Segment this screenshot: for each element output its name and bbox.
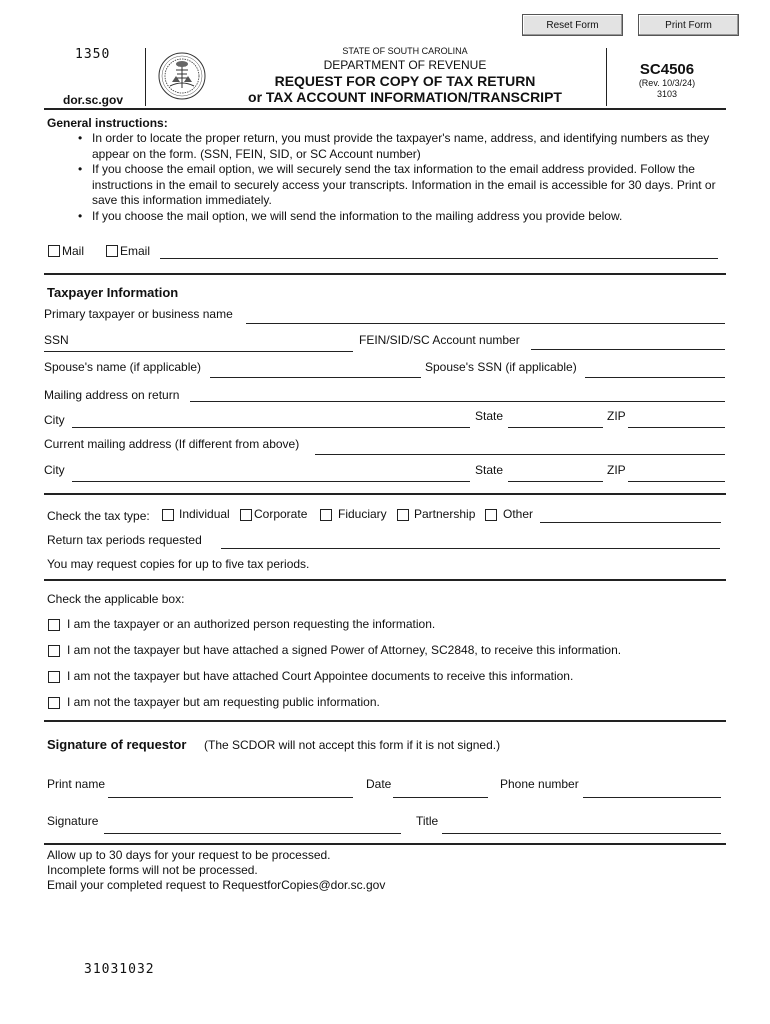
form-code-1350: 1350 — [75, 47, 111, 62]
section-rule — [44, 720, 726, 722]
email-label: Email — [120, 244, 151, 258]
general-instructions-list — [78, 131, 728, 224]
state2-label: State — [475, 463, 504, 477]
city-input[interactable] — [72, 427, 470, 428]
footer-notes — [47, 848, 385, 893]
primary-name-label: Primary taxpayer or business name — [44, 307, 233, 321]
form-number: SC4506 — [639, 61, 695, 78]
fein-label: FEIN/SID/SC Account number — [359, 333, 520, 347]
zip2-input[interactable] — [628, 481, 725, 482]
form-title-line1: REQUEST FOR COPY OF TAX RETURN — [274, 73, 536, 89]
partnership-label: Partnership — [414, 507, 476, 521]
spouse-name-input[interactable] — [210, 377, 421, 378]
instruction-bullet: • If you choose the mail option, we will send the information to the mailing address you provide below. — [78, 209, 728, 225]
public-information-label: I am not the taxpayer but am requesting public information. — [67, 695, 380, 709]
state-label: STATE OF SOUTH CAROLINA — [342, 46, 468, 56]
mailing-address-input[interactable] — [190, 401, 725, 402]
tax-type-label: Check the tax type: — [47, 509, 150, 523]
other-tax-type-input[interactable] — [540, 522, 721, 523]
instruction-bullet: • If you choose the email option, we will securely send the tax information to the email address provided. Follow the instructions in the email to securely access your transcripts. Information in the email is accessible for 30 days. Print or save this information immediately. — [78, 162, 728, 209]
spouse-name-label: Spouse's name (if applicable) — [44, 360, 202, 374]
primary-name-input[interactable] — [246, 323, 725, 324]
form-revision: (Rev. 10/3/24) — [638, 78, 696, 88]
current-address-label: Current mailing address (If different from above) — [44, 437, 300, 451]
print-name-label: Print name — [47, 777, 106, 791]
zip-label: ZIP — [607, 409, 626, 423]
footer-line: Incomplete forms will not be processed. — [47, 863, 258, 877]
applicable-box-label: Check the applicable box: — [47, 592, 185, 606]
taxpayer-authorized-checkbox[interactable] — [48, 619, 60, 631]
date-label: Date — [366, 777, 392, 791]
corporate-label: Corporate — [254, 507, 308, 521]
section-rule — [44, 843, 726, 845]
print-form-button[interactable]: Print Form — [638, 14, 739, 36]
fiduciary-label: Fiduciary — [338, 507, 387, 521]
print-name-input[interactable] — [108, 797, 353, 798]
tax-periods-label: Return tax periods requested — [47, 533, 202, 547]
email-address-input[interactable] — [160, 258, 718, 259]
signature-input[interactable] — [104, 833, 401, 834]
state-field-label: State — [475, 409, 504, 423]
section-rule — [44, 273, 726, 275]
website-label: dor.sc.gov — [63, 93, 124, 107]
phone-label: Phone number — [500, 777, 579, 791]
department-label: DEPARTMENT OF REVENUE — [323, 58, 487, 72]
corporate-checkbox[interactable] — [240, 509, 252, 521]
public-information-checkbox[interactable] — [48, 697, 60, 709]
header-rule — [44, 108, 726, 110]
email-checkbox[interactable] — [106, 245, 118, 257]
tax-periods-note: You may request copies for up to five tax periods. — [47, 557, 310, 571]
sc-state-seal-icon — [158, 52, 206, 100]
spouse-ssn-label: Spouse's SSN (if applicable) — [425, 360, 577, 374]
ssn-label: SSN — [44, 333, 69, 347]
signature-heading: Signature of requestor — [47, 737, 187, 752]
zip2-label: ZIP — [607, 463, 626, 477]
city-label: City — [44, 413, 65, 427]
instruction-bullet: • In order to locate the proper return, you must provide the taxpayer's name, address, and identifying numbers as they appear on the form. (SSN, FEIN, SID, or SC Account number) — [78, 131, 728, 162]
partnership-checkbox[interactable] — [397, 509, 409, 521]
barcode-number: 31031032 — [84, 962, 155, 977]
mail-checkbox[interactable] — [48, 245, 60, 257]
individual-checkbox[interactable] — [162, 509, 174, 521]
section-rule — [44, 493, 726, 495]
signature-note: (The SCDOR will not accept this form if it is not signed.) — [204, 738, 501, 752]
power-of-attorney-checkbox[interactable] — [48, 645, 60, 657]
mail-label: Mail — [62, 244, 85, 258]
form-title-line2: or TAX ACCOUNT INFORMATION/TRANSCRIPT — [248, 89, 562, 105]
city2-label: City — [44, 463, 65, 477]
date-input[interactable] — [393, 797, 488, 798]
other-checkbox[interactable] — [485, 509, 497, 521]
power-of-attorney-label: I am not the taxpayer but have attached a signed Power of Attorney, SC2848, to receive this information. — [67, 643, 622, 657]
taxpayer-authorized-label: I am the taxpayer or an authorized person requesting the information. — [67, 617, 436, 631]
section-rule — [44, 579, 726, 581]
court-appointee-checkbox[interactable] — [48, 671, 60, 683]
fiduciary-checkbox[interactable] — [320, 509, 332, 521]
signature-label: Signature — [47, 814, 99, 828]
title-input[interactable] — [442, 833, 721, 834]
header-divider-left — [145, 48, 146, 106]
state-input[interactable] — [508, 427, 603, 428]
form-internal-code: 3103 — [656, 89, 678, 99]
footer-line: Email your completed request to RequestforCopies@dor.sc.gov — [47, 878, 386, 892]
phone-input[interactable] — [583, 797, 721, 798]
general-instructions-heading: General instructions: — [47, 116, 168, 130]
fein-input[interactable] — [531, 349, 725, 350]
spouse-ssn-input[interactable] — [585, 377, 725, 378]
city2-input[interactable] — [72, 481, 470, 482]
zip-input[interactable] — [628, 427, 725, 428]
individual-label: Individual — [179, 507, 230, 521]
court-appointee-label: I am not the taxpayer but have attached Court Appointee documents to receive this information. — [67, 669, 574, 683]
state2-input[interactable] — [508, 481, 603, 482]
tax-periods-input[interactable] — [221, 548, 720, 549]
current-address-input[interactable] — [315, 454, 725, 455]
ssn-input[interactable] — [44, 351, 353, 352]
other-label: Other — [503, 507, 534, 521]
footer-line: Allow up to 30 days for your request to be processed. — [47, 848, 331, 862]
title-label: Title — [416, 814, 439, 828]
header-divider-right — [606, 48, 607, 106]
taxpayer-info-heading: Taxpayer Information — [47, 285, 179, 300]
reset-form-button[interactable]: Reset Form — [522, 14, 623, 36]
mailing-address-label: Mailing address on return — [44, 388, 180, 402]
